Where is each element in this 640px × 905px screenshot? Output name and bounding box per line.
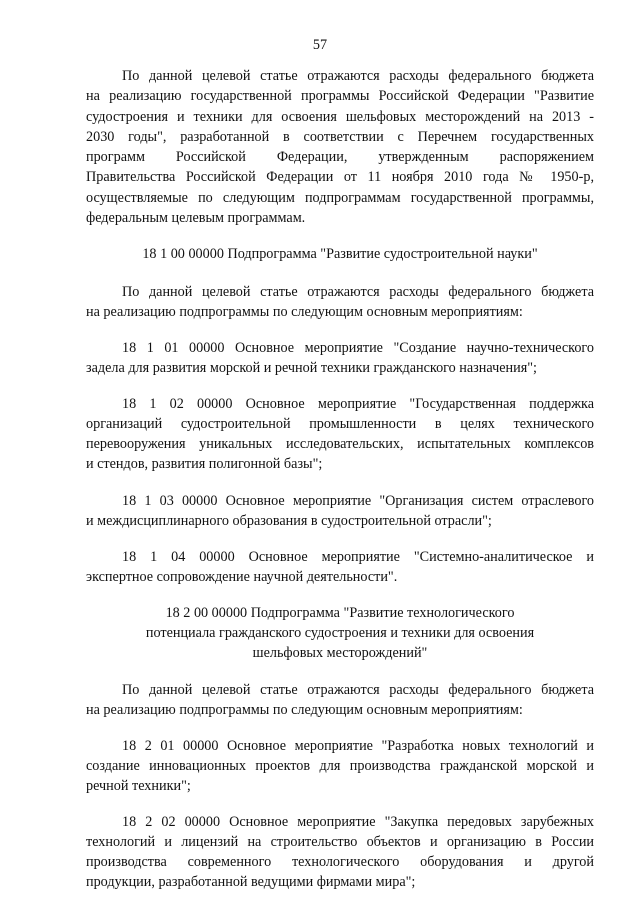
subprogram-heading-1: 18 1 00 00000 Подпрограмма "Развитие судостроительной науки" bbox=[142, 246, 538, 262]
paragraph-7-line-1: По данной целевой статье отражаются расходы федерального бюджета bbox=[122, 682, 594, 698]
paragraph-5-line-1: 18 1 03 00000 Основное мероприятие "Организация систем отраслевого bbox=[122, 493, 594, 509]
paragraph-7-line-2: на реализацию подпрограммы по следующим основным мероприятиям: bbox=[86, 702, 523, 718]
paragraph-9-line-4: продукции, разработанной ведущими фирмами мира"; bbox=[86, 874, 416, 890]
paragraph-1-line-8: федеральным целевым программам. bbox=[86, 210, 306, 226]
subprogram-heading-2-line-2: потенциала гражданского судостроения и техники для освоения bbox=[145, 625, 535, 641]
paragraph-3-line-1: 18 1 01 00000 Основное мероприятие "Создание научно-технического bbox=[122, 340, 594, 356]
paragraph-8-line-2: создание инновационных проектов для производства гражданской морской и bbox=[86, 758, 594, 774]
paragraph-9-line-1: 18 2 02 00000 Основное мероприятие "Закупка передовых зарубежных bbox=[122, 814, 594, 830]
paragraph-6-line-2: экспертное сопровождение научной деятельности". bbox=[86, 569, 398, 585]
paragraph-4-line-1: 18 1 02 00000 Основное мероприятие "Государственная поддержка bbox=[122, 396, 594, 412]
paragraph-6-line-1: 18 1 04 00000 Основное мероприятие "Системно-аналитическое и bbox=[122, 549, 594, 565]
paragraph-4-line-4: и стендов, развития полигонной базы"; bbox=[86, 456, 323, 472]
paragraph-5-line-2: и междисциплинарного образования в судостроительной отрасли"; bbox=[86, 513, 492, 529]
paragraph-2-line-1: По данной целевой статье отражаются расходы федерального бюджета bbox=[122, 284, 594, 300]
paragraph-1-line-5: программ Российской Федерации, утвержденным распоряжением bbox=[86, 149, 594, 165]
paragraph-9-line-3: производства современного технологического оборудования и другой bbox=[86, 854, 594, 870]
paragraph-4-line-2: организаций судостроительной промышленности в целях технического bbox=[86, 416, 594, 432]
paragraph-1-line-4: 2030 годы", разработанной в соответствии с Перечнем государственных bbox=[86, 129, 594, 145]
paragraph-9-line-2: технологий и лицензий на строительство объектов и организацию в России bbox=[86, 834, 594, 850]
paragraph-8-line-3: речной техники"; bbox=[86, 778, 191, 794]
paragraph-8-line-1: 18 2 01 00000 Основное мероприятие "Разработка новых технологий и bbox=[122, 738, 594, 754]
paragraph-1-line-2: на реализацию государственной программы Российской Федерации "Развитие bbox=[86, 88, 594, 104]
paragraph-1-line-6: Правительства Российской Федерации от 11 ноября 2010 года № 1950-р, bbox=[86, 169, 594, 185]
paragraph-1-line-1: По данной целевой статье отражаются расходы федерального бюджета bbox=[122, 68, 594, 84]
subprogram-heading-2-line-3: шельфовых месторождений" bbox=[252, 645, 428, 661]
paragraph-2-line-2: на реализацию подпрограммы по следующим основным мероприятиям: bbox=[86, 304, 523, 320]
paragraph-3-line-2: задела для развития морской и речной техники гражданского назначения"; bbox=[86, 360, 537, 376]
paragraph-1-line-3: судостроения и техники для освоения шельфовых месторождений на 2013 - bbox=[86, 109, 594, 125]
subprogram-heading-2-line-1: 18 2 00 00000 Подпрограмма "Развитие технологического bbox=[165, 605, 515, 621]
paragraph-4-line-3: перевооружения уникальных исследовательских, испытательных комплексов bbox=[86, 436, 594, 452]
paragraph-1-line-7: осуществляемые по следующим подпрограммам государственной программы, bbox=[86, 190, 594, 206]
page-number: 57 bbox=[312, 37, 328, 53]
